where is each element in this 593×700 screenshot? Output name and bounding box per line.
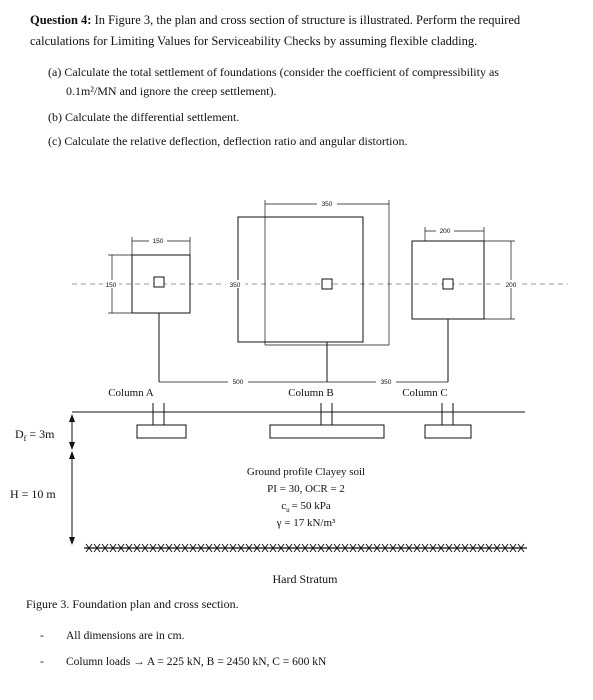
soil-pi-ocr: PI = 30, OCR = 2 bbox=[267, 483, 345, 495]
part-a-line1: (a) Calculate the total settlement of foundations (consider the coefficient of compressibility as bbox=[48, 65, 499, 79]
hard-stratum-label: Hard Stratum bbox=[272, 572, 338, 586]
footing-b-section bbox=[270, 403, 384, 438]
note-dimensions bbox=[40, 630, 185, 642]
footing-a-section bbox=[137, 403, 186, 438]
dim-bc-spacing: 350 bbox=[380, 379, 392, 386]
note-bullet: - bbox=[40, 656, 44, 668]
figure-caption: Figure 3. Foundation plan and cross section. bbox=[26, 597, 239, 611]
dim-b-width: 350 bbox=[321, 201, 333, 208]
h-label: H = 10 m bbox=[10, 487, 56, 501]
soil-cu: $c_u = 50$ kPa bbox=[281, 500, 331, 514]
footing-b-plan bbox=[238, 217, 363, 342]
soil-gamma: γ = 17 kN/m³ bbox=[276, 517, 336, 529]
dim-a-width: 150 bbox=[152, 238, 164, 245]
note-loads bbox=[40, 656, 326, 668]
df-label: $D_f = 3m$ bbox=[15, 427, 55, 443]
question-intro-line1: In Figure 3, the plan and cross section of structure is illustrated. Perform the required bbox=[94, 13, 521, 27]
dim-c-width: 200 bbox=[439, 228, 451, 235]
label-column-a: Column A bbox=[108, 387, 154, 399]
hard-stratum-hatch bbox=[84, 544, 527, 552]
label-column-c: Column C bbox=[402, 387, 448, 399]
question-number: Question 4: bbox=[30, 13, 92, 27]
soil-title: Ground profile Clayey soil bbox=[246, 466, 366, 478]
column-a-plan bbox=[154, 277, 164, 287]
part-a-line2: 0.1m²/MN and ignore the creep settlement). bbox=[66, 84, 277, 98]
note-bullet: - bbox=[40, 630, 44, 642]
h-dimension-arrow bbox=[69, 451, 75, 545]
column-c-plan bbox=[443, 279, 453, 289]
part-c: (c) Calculate the relative deflection, deflection ratio and angular distortion. bbox=[48, 134, 408, 148]
df-dimension-arrow bbox=[69, 414, 75, 450]
question-intro-line2: calculations for Limiting Values for Serviceability Checks by assuming flexible cladding. bbox=[30, 34, 478, 48]
label-column-b: Column B bbox=[288, 387, 334, 399]
dim-b-side: 350 bbox=[229, 282, 241, 289]
dim-ab-spacing: 500 bbox=[232, 379, 244, 386]
dim-c-side: 200 bbox=[505, 282, 517, 289]
dim-a-side: 150 bbox=[105, 282, 117, 289]
column-b-plan bbox=[322, 279, 332, 289]
part-b: (b) Calculate the differential settlement. bbox=[48, 110, 240, 124]
note-loads-text: Column loads → A = 225 kN, B = 2450 kN, C = 600 kN bbox=[66, 656, 327, 668]
note-dimensions-text: All dimensions are in cm. bbox=[66, 630, 185, 642]
footing-c-section bbox=[425, 403, 471, 438]
